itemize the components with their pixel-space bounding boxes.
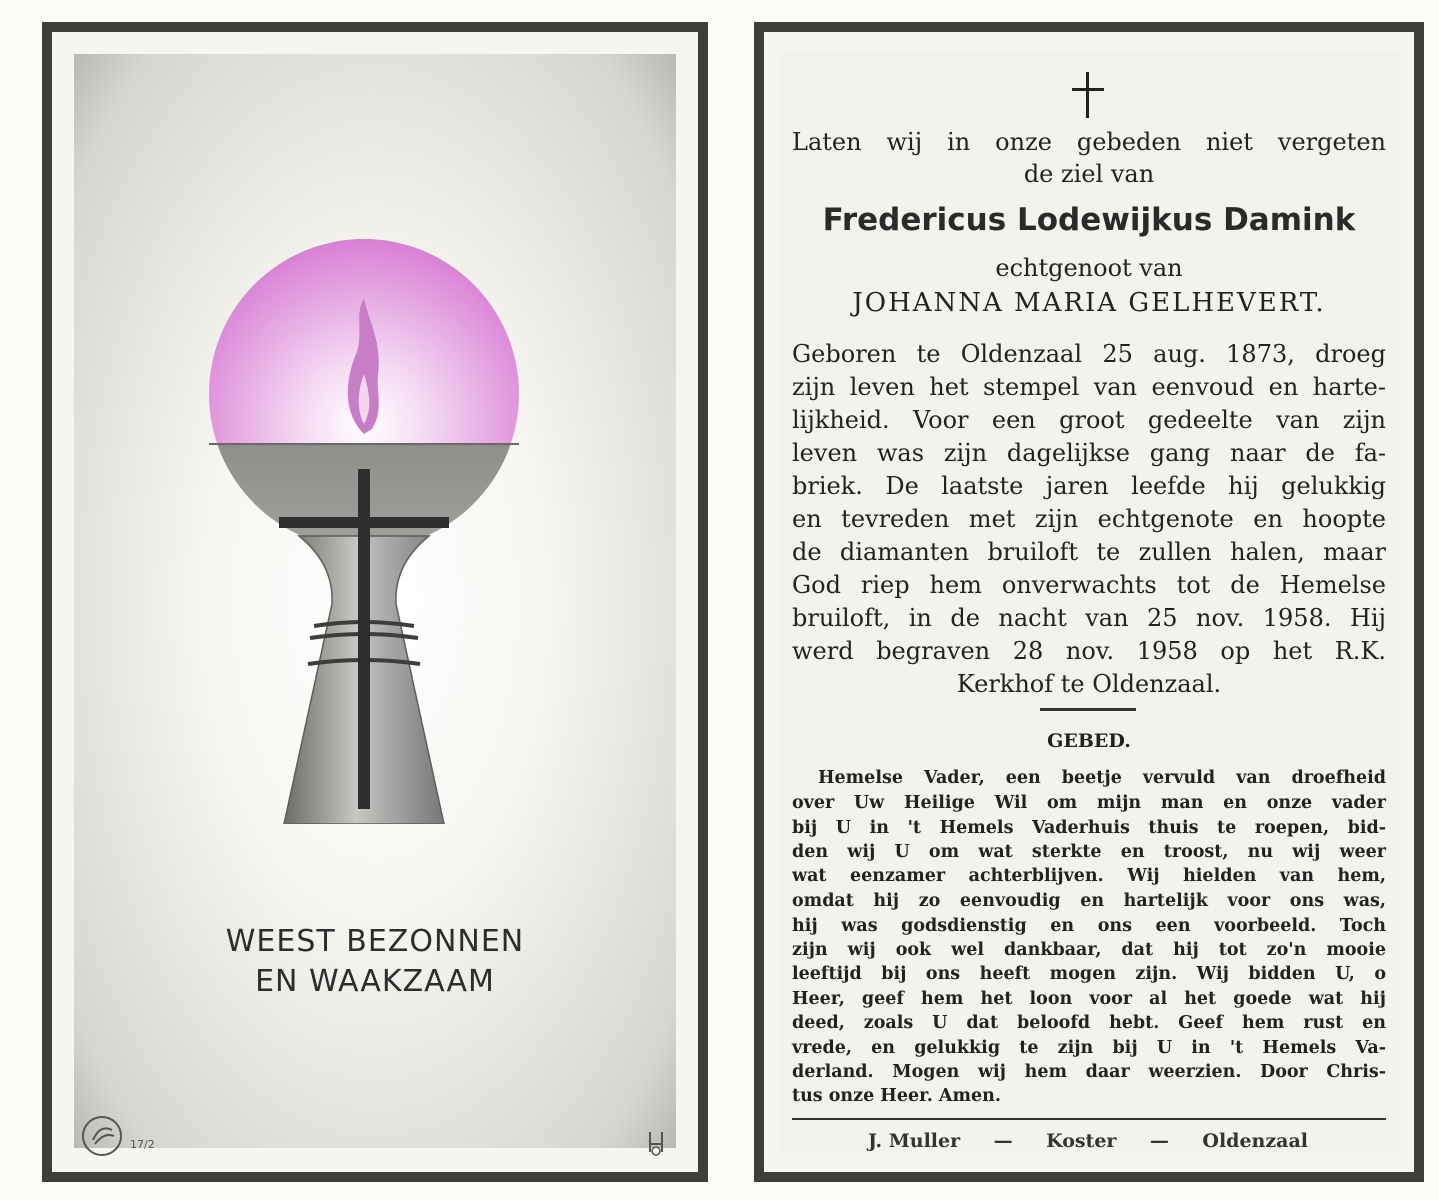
bio-line: werd begraven 28 nov. 1958 op het R.K. [792,637,1386,665]
prayer-line: over Uw Heilige Wil om mijn man en onze vader [792,793,1386,813]
prayer-line: omdat hij zo eenvoudig en hartelijk voor ons was, [792,891,1386,911]
intro-line-2: de ziel van [1023,160,1155,188]
imprint-place: Oldenzaal [1202,1130,1308,1152]
prayer-line: leeftijd bij ons heeft mogen zijn. Wij bidden U, o [792,964,1386,984]
printer-monogram-icon [646,1130,666,1156]
prayer-line: den wij U om wat sterkte en troost, nu wij weer [792,842,1386,862]
bio-line: de diamanten bruiloft te zullen halen, maar [792,538,1386,566]
prayer-line: derland. Mogen wij hem daar weerzien. Door Chris- [792,1062,1386,1082]
prayer-line: zijn wij ook wel dankbaar, dat hij tot zo'n mooie [792,940,1386,960]
bio-line: en tevreden met zijn echtgenote en hoopte [792,505,1386,533]
divider [1040,708,1136,711]
prayer-line: vrede, en gelukkig te zijn bij U in 't Hemels Va- [792,1038,1386,1058]
prayer-line: tus onze Heer. Amen. [792,1086,1001,1106]
cross-icon [1070,72,1106,118]
bio-line: lijkheid. Voor een groot gedeelte van zijn [792,406,1386,434]
imprint-role: Koster [1046,1130,1117,1152]
chalice-cross-flame-emblem [204,224,524,824]
prayer-line: Hemelse Vader, een beetje vervuld van droefheid [818,768,1386,788]
publisher-logo-icon [80,1114,124,1158]
deceased-name: Fredericus Lodewijkus Damink [822,202,1356,238]
card-back-paper [764,32,1414,1172]
bio-line: Kerkhof te Oldenzaal. [956,670,1222,698]
imprint-printer: J. Muller [868,1130,961,1152]
card-back-face [778,50,1400,1152]
imprint-separator: — [1149,1130,1169,1152]
spouse-label: echtgenoot van [995,254,1183,282]
prayer-line: Heer, geef hem het loon voor al het goede wat hij [792,989,1386,1009]
bio-line: zijn leven het stempel van eenvoud en harte- [792,373,1386,401]
printer-imprint [868,1130,1308,1152]
bio-line: God riep hem onverwachts tot de Hemelse [792,571,1386,599]
prayer-line: hij was godsdienstig en ons een voorbeeld. Toch [792,916,1386,936]
bio-line: bruiloft, in de nacht van 25 nov. 1958. Hij [792,604,1386,632]
prayer-line: wat eenzamer achterblijven. Wij hielden van hem, [792,866,1386,886]
bio-line: briek. De laatste jaren leefde hij gelukkig [792,472,1386,500]
card-front-face [74,54,676,1151]
footer-divider [792,1118,1386,1120]
spouse-name: JOHANNA MARIA GELHEVERT. [852,288,1326,318]
memorial-card-back [754,22,1424,1182]
prayer-line: bij U in 't Hemels Vaderhuis thuis te roepen, bid- [792,818,1386,838]
prayer-line: deed, zoals U dat beloofd hebt. Geef hem rust en [792,1013,1386,1033]
card-front-paper [52,32,698,1172]
motto-line-2: EN WAAKZAAM [255,964,495,999]
card-number: 17/2 [130,1138,155,1151]
imprint-separator: — [993,1130,1013,1152]
bio-line: Geboren te Oldenzaal 25 aug. 1873, droeg [792,340,1386,368]
intro-line-1: Laten wij in onze gebeden niet vergeten [792,128,1386,156]
motto-line-1: WEEST BEZONNEN [225,924,525,959]
bio-line: leven was zijn dagelijkse gang naar de fa- [792,439,1386,467]
memorial-card-front [42,22,708,1182]
prayer-heading: GEBED. [1047,730,1131,752]
